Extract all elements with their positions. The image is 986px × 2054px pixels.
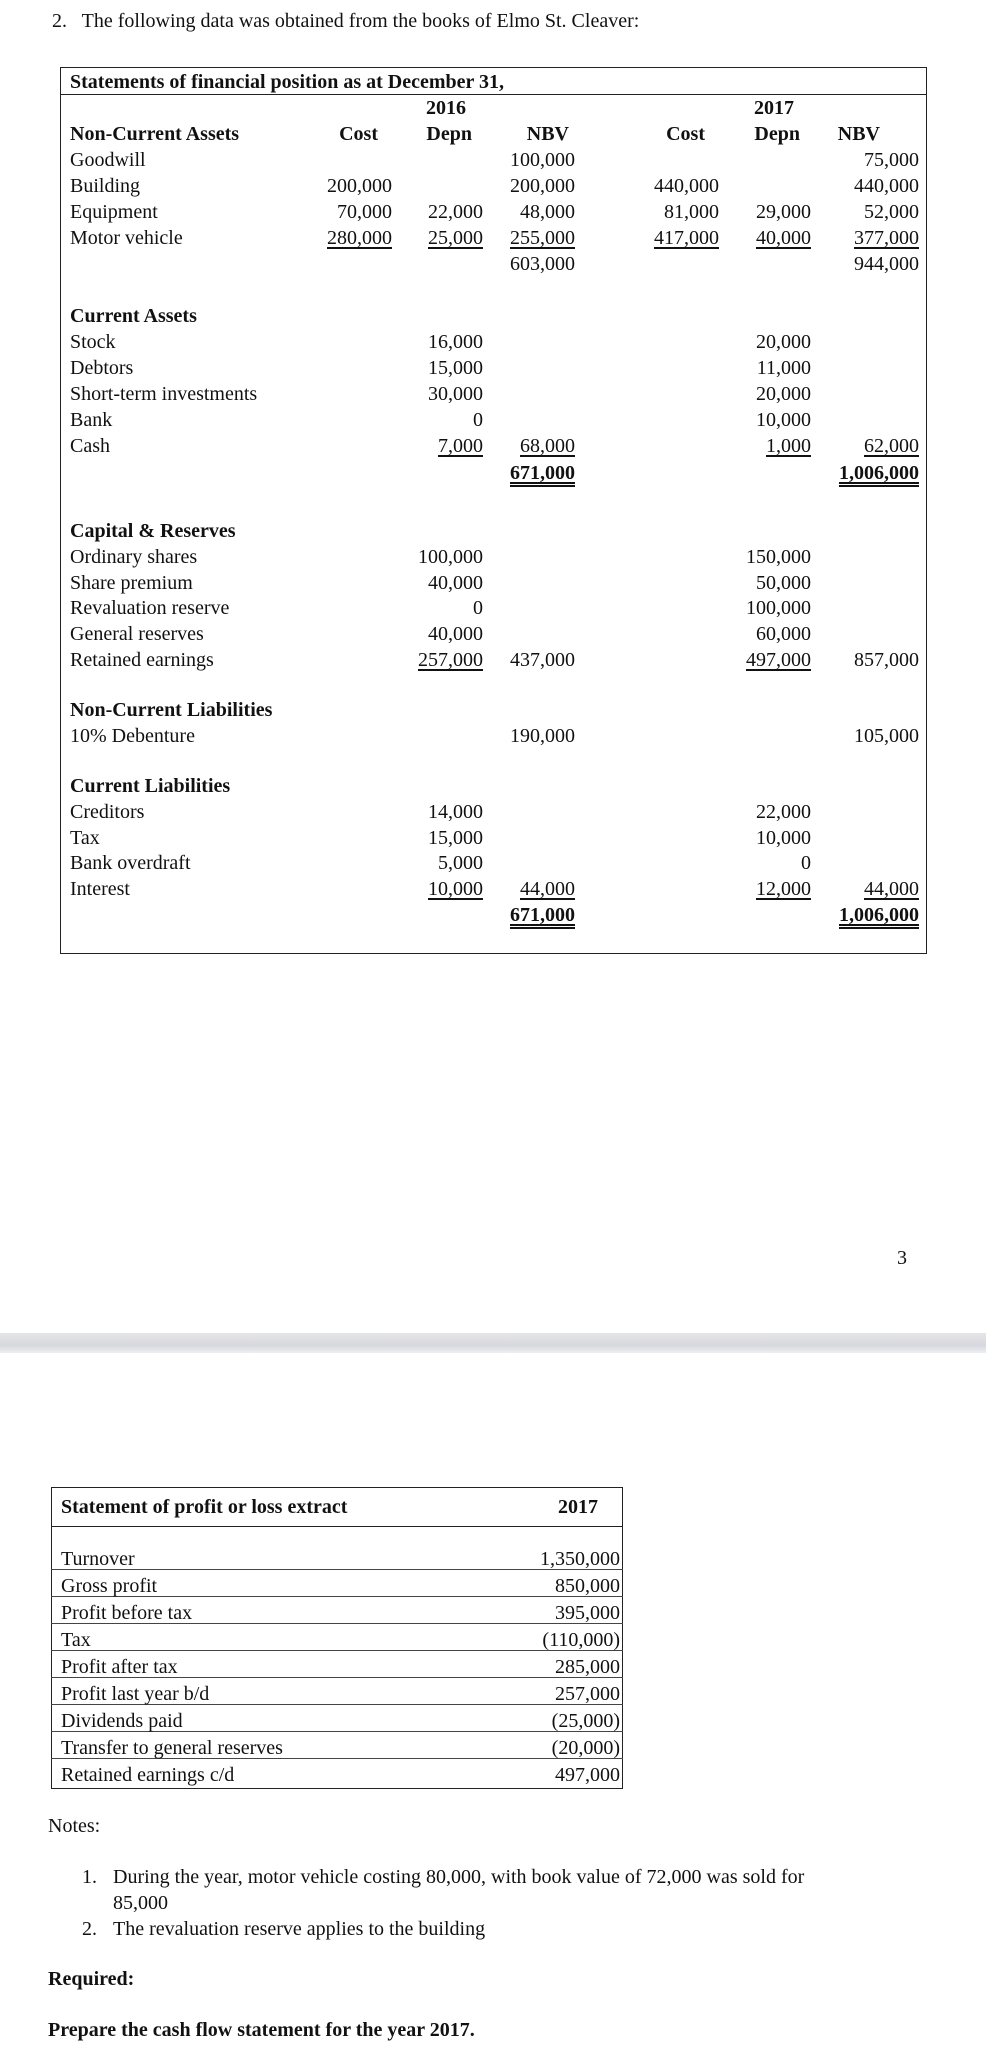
page-number: 3 — [897, 1247, 907, 1269]
table-column-rule — [622, 1544, 623, 1788]
nca-nbv-2017: 377,000 — [854, 227, 919, 249]
ca-2016: 7,000 — [438, 435, 483, 457]
nca-cost-2017: 417,000 — [654, 227, 719, 249]
cr-2016: 257,000 — [418, 649, 483, 671]
ncl-heading: Non-Current Liabilities — [70, 699, 273, 721]
cr-2017: 60,000 — [756, 623, 811, 645]
cr-2016: 0 — [473, 597, 483, 619]
pl-label: Gross profit — [61, 1575, 158, 1597]
col-cost-2016: Cost — [339, 123, 378, 145]
table-header-rule — [51, 1526, 623, 1527]
nca-label: Building — [70, 175, 141, 197]
pl-year: 2017 — [558, 1496, 598, 1518]
page-separator — [0, 1333, 986, 1353]
pl-value: 497,000 — [555, 1764, 620, 1786]
pl-label: Profit before tax — [61, 1602, 193, 1624]
pl-value: (110,000) — [542, 1629, 620, 1651]
cl-2017: 12,000 — [756, 878, 811, 900]
nca-nbv-2017: 52,000 — [864, 201, 919, 223]
ca-2017: 20,000 — [756, 331, 811, 353]
ca-2017: 11,000 — [756, 357, 811, 379]
pl-title: Statement of profit or loss extract — [61, 1496, 348, 1518]
nca-nbv-2016: 255,000 — [510, 227, 575, 249]
year-2016-heading: 2016 — [426, 97, 466, 119]
nca-depn-2016: 25,000 — [428, 227, 483, 249]
note-text: The revaluation reserve applies to the building — [113, 1918, 486, 1940]
cr-2017: 50,000 — [756, 572, 811, 594]
cr-total-2017: 857,000 — [854, 649, 919, 671]
nca-depn-2017: 40,000 — [756, 227, 811, 249]
ca-2016: 15,000 — [428, 357, 483, 379]
cl-2017: 22,000 — [756, 801, 811, 823]
sofp-title: Statements of financial position as at December 31, — [70, 71, 505, 93]
cr-label: Ordinary shares — [70, 546, 198, 568]
ca-label: Cash — [70, 435, 110, 457]
ca-2017: 10,000 — [756, 409, 811, 431]
ca-label: Stock — [70, 331, 116, 353]
required-text: Prepare the cash flow statement for the year 2017. — [48, 2019, 475, 2041]
pl-label: Transfer to general reserves — [61, 1737, 283, 1759]
cl-2016: 5,000 — [438, 852, 483, 874]
ncl-2016: 190,000 — [510, 725, 575, 747]
pl-value: 257,000 — [555, 1683, 620, 1705]
cr-2017: 100,000 — [746, 597, 811, 619]
cl-2016: 10,000 — [428, 878, 483, 900]
cr-2017: 150,000 — [746, 546, 811, 568]
nca-total-2016: 603,000 — [510, 253, 575, 275]
required-label: Required: — [48, 1968, 135, 1990]
ca-label: Bank — [70, 409, 113, 431]
nca-cost-2016: 280,000 — [327, 227, 392, 249]
nca-cost-2017: 81,000 — [664, 201, 719, 223]
cr-2017: 497,000 — [746, 649, 811, 671]
ncl-label: 10% Debenture — [70, 725, 195, 747]
pl-label: Profit after tax — [61, 1656, 178, 1678]
nca-nbv-2016: 100,000 — [510, 149, 575, 171]
ca-label: Debtors — [70, 357, 134, 379]
cl-total-2016: 44,000 — [520, 878, 575, 900]
note-text: 85,000 — [113, 1892, 168, 1914]
col-nbv-2017: NBV — [837, 123, 880, 145]
cr-2016: 40,000 — [428, 572, 483, 594]
pl-label: Profit last year b/d — [61, 1683, 210, 1705]
note-number: 2. — [82, 1918, 97, 1940]
nca-nbv-2017: 440,000 — [854, 175, 919, 197]
cl-label: Interest — [70, 878, 130, 900]
nca-label: Goodwill — [70, 149, 146, 171]
ncl-2017: 105,000 — [854, 725, 919, 747]
pl-value: (20,000) — [551, 1737, 620, 1759]
cr-label: Share premium — [70, 572, 193, 594]
cr-2016: 40,000 — [428, 623, 483, 645]
cl-2016: 15,000 — [428, 827, 483, 849]
ca-total-2017: 62,000 — [864, 435, 919, 457]
nca-nbv-2016: 200,000 — [510, 175, 575, 197]
pl-label: Dividends paid — [61, 1710, 183, 1732]
nca-cost-2016: 200,000 — [327, 175, 392, 197]
nca-nbv-2016: 48,000 — [520, 201, 575, 223]
year-2017-heading: 2017 — [754, 97, 794, 119]
ca-heading: Current Assets — [70, 305, 197, 327]
pl-label: Retained earnings c/d — [61, 1764, 235, 1786]
cl-label: Creditors — [70, 801, 145, 823]
ca-2016: 0 — [473, 409, 483, 431]
nca-depn-2017: 29,000 — [756, 201, 811, 223]
pl-value: 395,000 — [555, 1602, 620, 1624]
cr-heading: Capital & Reserves — [70, 520, 236, 542]
note-text: During the year, motor vehicle costing 80,000, with book value of 72,000 was sold for — [113, 1866, 805, 1888]
pl-value: 1,350,000 — [540, 1548, 620, 1570]
assets-total-2017: 1,006,000 — [839, 462, 919, 484]
ca-2016: 30,000 — [428, 383, 483, 405]
ca-label: Short-term investments — [70, 383, 258, 405]
notes-heading: Notes: — [48, 1815, 101, 1837]
note-number: 1. — [82, 1866, 97, 1888]
pl-value: 850,000 — [555, 1575, 620, 1597]
nca-label: Equipment — [70, 201, 158, 223]
question-text: 2. The following data was obtained from the books of Elmo St. Cleaver: — [52, 10, 640, 32]
cl-label: Bank overdraft — [70, 852, 191, 874]
assets-total-2016: 671,000 — [510, 462, 575, 484]
cl-label: Tax — [70, 827, 100, 849]
pl-label: Tax — [61, 1629, 91, 1651]
nca-nbv-2017: 75,000 — [864, 149, 919, 171]
cr-total-2016: 437,000 — [510, 649, 575, 671]
col-depn-2017: Depn — [754, 123, 800, 145]
le-total-2016: 671,000 — [510, 904, 575, 926]
cl-2017: 10,000 — [756, 827, 811, 849]
col-cost-2017: Cost — [666, 123, 705, 145]
nca-cost-2017: 440,000 — [654, 175, 719, 197]
pl-value: 285,000 — [555, 1656, 620, 1678]
pl-label: Turnover — [61, 1548, 135, 1570]
ca-2016: 16,000 — [428, 331, 483, 353]
ca-2017: 1,000 — [766, 435, 811, 457]
le-total-2017: 1,006,000 — [839, 904, 919, 926]
cr-label: Retained earnings — [70, 649, 214, 671]
cl-total-2017: 44,000 — [864, 878, 919, 900]
nca-depn-2016: 22,000 — [428, 201, 483, 223]
cr-2016: 100,000 — [418, 546, 483, 568]
col-nbv-2016: NBV — [526, 123, 569, 145]
nca-cost-2016: 70,000 — [337, 201, 392, 223]
cl-2016: 14,000 — [428, 801, 483, 823]
pl-value: (25,000) — [551, 1710, 620, 1732]
cl-2017: 0 — [801, 852, 811, 874]
cr-label: General reserves — [70, 623, 204, 645]
ca-2017: 20,000 — [756, 383, 811, 405]
col-depn-2016: Depn — [426, 123, 472, 145]
nca-label: Motor vehicle — [70, 227, 183, 249]
nca-heading: Non-Current Assets — [70, 123, 240, 145]
ca-total-2016: 68,000 — [520, 435, 575, 457]
cr-label: Revaluation reserve — [70, 597, 230, 619]
nca-total-2017: 944,000 — [854, 253, 919, 275]
cl-heading: Current Liabilities — [70, 775, 231, 797]
table-header-rule — [60, 94, 927, 95]
